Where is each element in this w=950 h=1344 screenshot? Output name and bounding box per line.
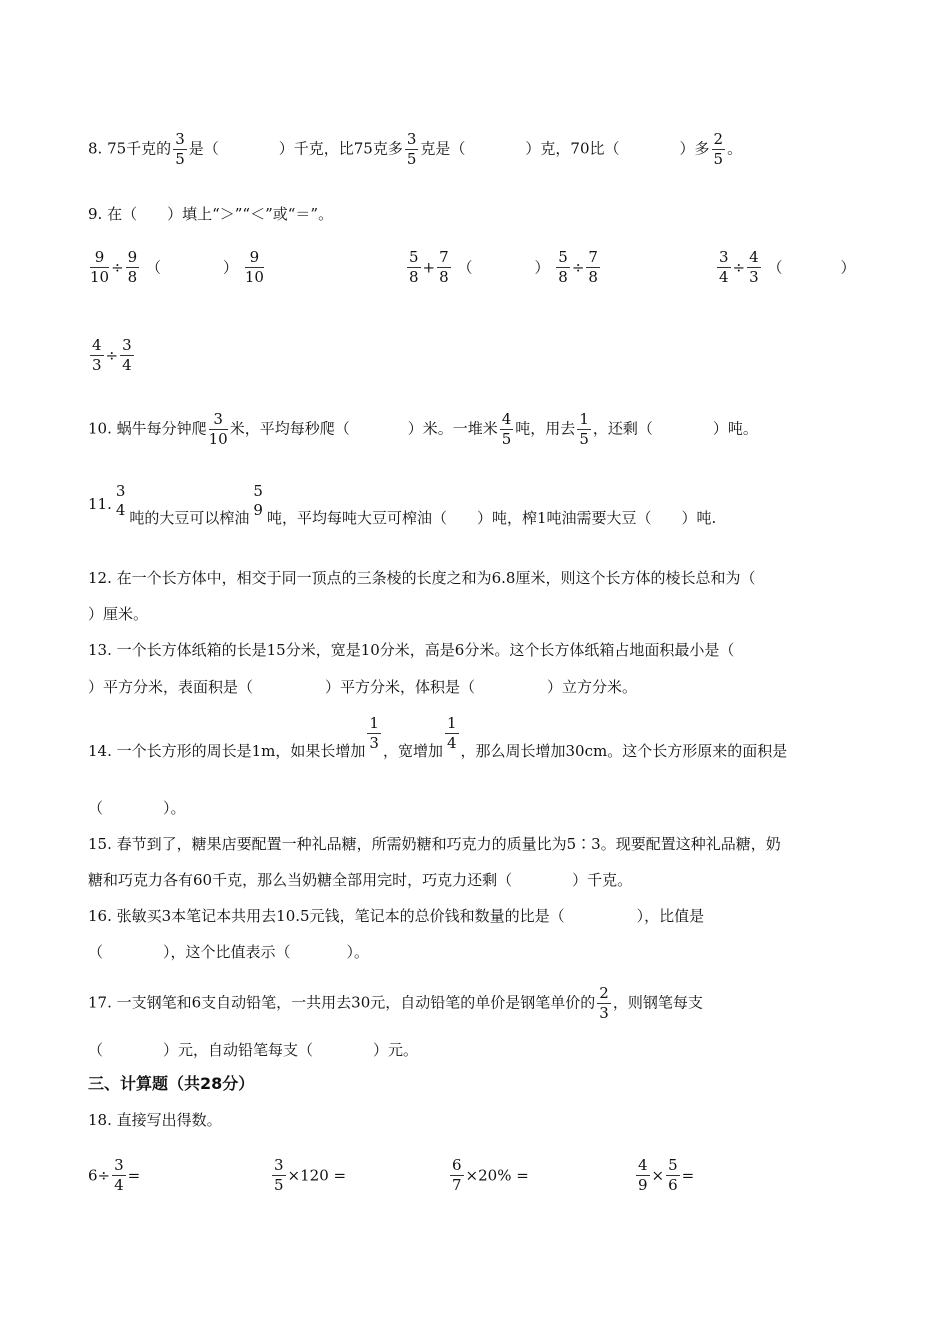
question-18: 18. 直接写出得数。 — [88, 1111, 222, 1129]
q9-item-b: $\frac{5}{8}$ + $\frac{7}{8}$ （ ） $\frac{5}{8}$ ÷ $\frac{7}{8}$ — [409, 248, 598, 286]
question-9: 9. 在（ ）填上“＞”“＜”或“＝”。 — [88, 205, 334, 223]
section-heading: 三、计算题（共28分） — [88, 1074, 255, 1093]
question-13: 13. 一个长方体纸箱的长是15分米，宽是10分米，高是6分米。这个长方体纸箱占地面积最小是（ — [88, 641, 735, 659]
question-15: 15. 春节到了，糖果店要配置一种礼品糖，所需奶糖和巧克力的质量比为5∶3。现要配置这种礼品糖，奶 — [88, 835, 781, 853]
q9-item-c: $\frac{3}{4}$ ÷ $\frac{4}{3}$ （ ） — [719, 248, 856, 286]
question-8: 8. 75千克的 $\frac{3}{5}$ 是（ ）千克，比75克多 $\frac{3}{5}$ 克是（ ）克，70比（ ）多 $\frac{2}{5}$ 。 — [88, 130, 743, 168]
question-14-cont: （ ）。 — [88, 799, 186, 817]
question-16: 16. 张敏买3本笔记本共用去10.5元钱，笔记本的总价钱和数量的比是（ ），比值是 — [88, 907, 705, 925]
calc-expression-2: $\frac{3}{5}$ ×120 = — [274, 1156, 347, 1194]
fraction: $\frac{2}{5}$ — [713, 130, 724, 168]
question-13-cont: ）平方分米，表面积是（ ）平方分米，体积是（ ）立方分米。 — [88, 678, 638, 696]
question-16-cont: （ ），这个比值表示（ ）。 — [88, 943, 370, 961]
calc-expression-3: $\frac{6}{7}$ ×20% = — [452, 1156, 529, 1194]
question-14: 14. 一个长方形的周长是1m，如果长增加 $\frac{1}{3}$ ，宽增加 $\frac{1}{4}$ ，那么周长增加30cm。这个长方形原来的面积是 — [88, 714, 788, 760]
question-12: 12. 在一个长方体中，相交于同一顶点的三条棱的长度之和为6.8厘米，则这个长方体的棱长总和为（ — [88, 569, 756, 587]
q9-item-a: $\frac{9}{10}$ ÷ $\frac{9}{8}$ （ ） $\frac{9}{10}$ — [90, 248, 264, 286]
calc-expression-1: 6÷ $\frac{3}{4}$ = — [88, 1156, 141, 1194]
calc-expression-4: $\frac{4}{9}$ × $\frac{5}{6}$ = — [638, 1156, 695, 1194]
question-15-cont: 糖和巧克力各有60千克，那么当奶糖全部用完时，巧克力还剩（ ）千克。 — [88, 871, 633, 889]
fraction: $\frac{3}{5}$ — [175, 130, 185, 168]
fraction: $\frac{3}{5}$ — [406, 130, 417, 168]
question-10: 10. 蜗牛每分钟爬 $\frac{3}{10}$ 米，平均每秒爬（ ）米。一堆米 $\frac{4}{5}$ 吨，用去 $\frac{1}{5}$ ，还剩（ ）吨。 — [88, 410, 758, 448]
question-17: 17. 一支钢笔和6支自动铅笔，一共用去30元，自动铅笔的单价是钢笔单价的 $\frac{2}{3}$ ，则钢笔每支 — [88, 984, 703, 1022]
q9-item-d: $\frac{4}{3}$ ÷ $\frac{3}{4}$ — [92, 336, 132, 374]
question-17-cont: （ ）元，自动铅笔每支（ ）元。 — [88, 1041, 419, 1059]
question-12-cont: ）厘米。 — [88, 605, 149, 623]
question-11: 11. 3 4 吨的大豆可以榨油 5 9 吨，平均每吨大豆可榨油（ ）吨，榨1吨油需要大豆（ ）吨. — [88, 482, 717, 527]
